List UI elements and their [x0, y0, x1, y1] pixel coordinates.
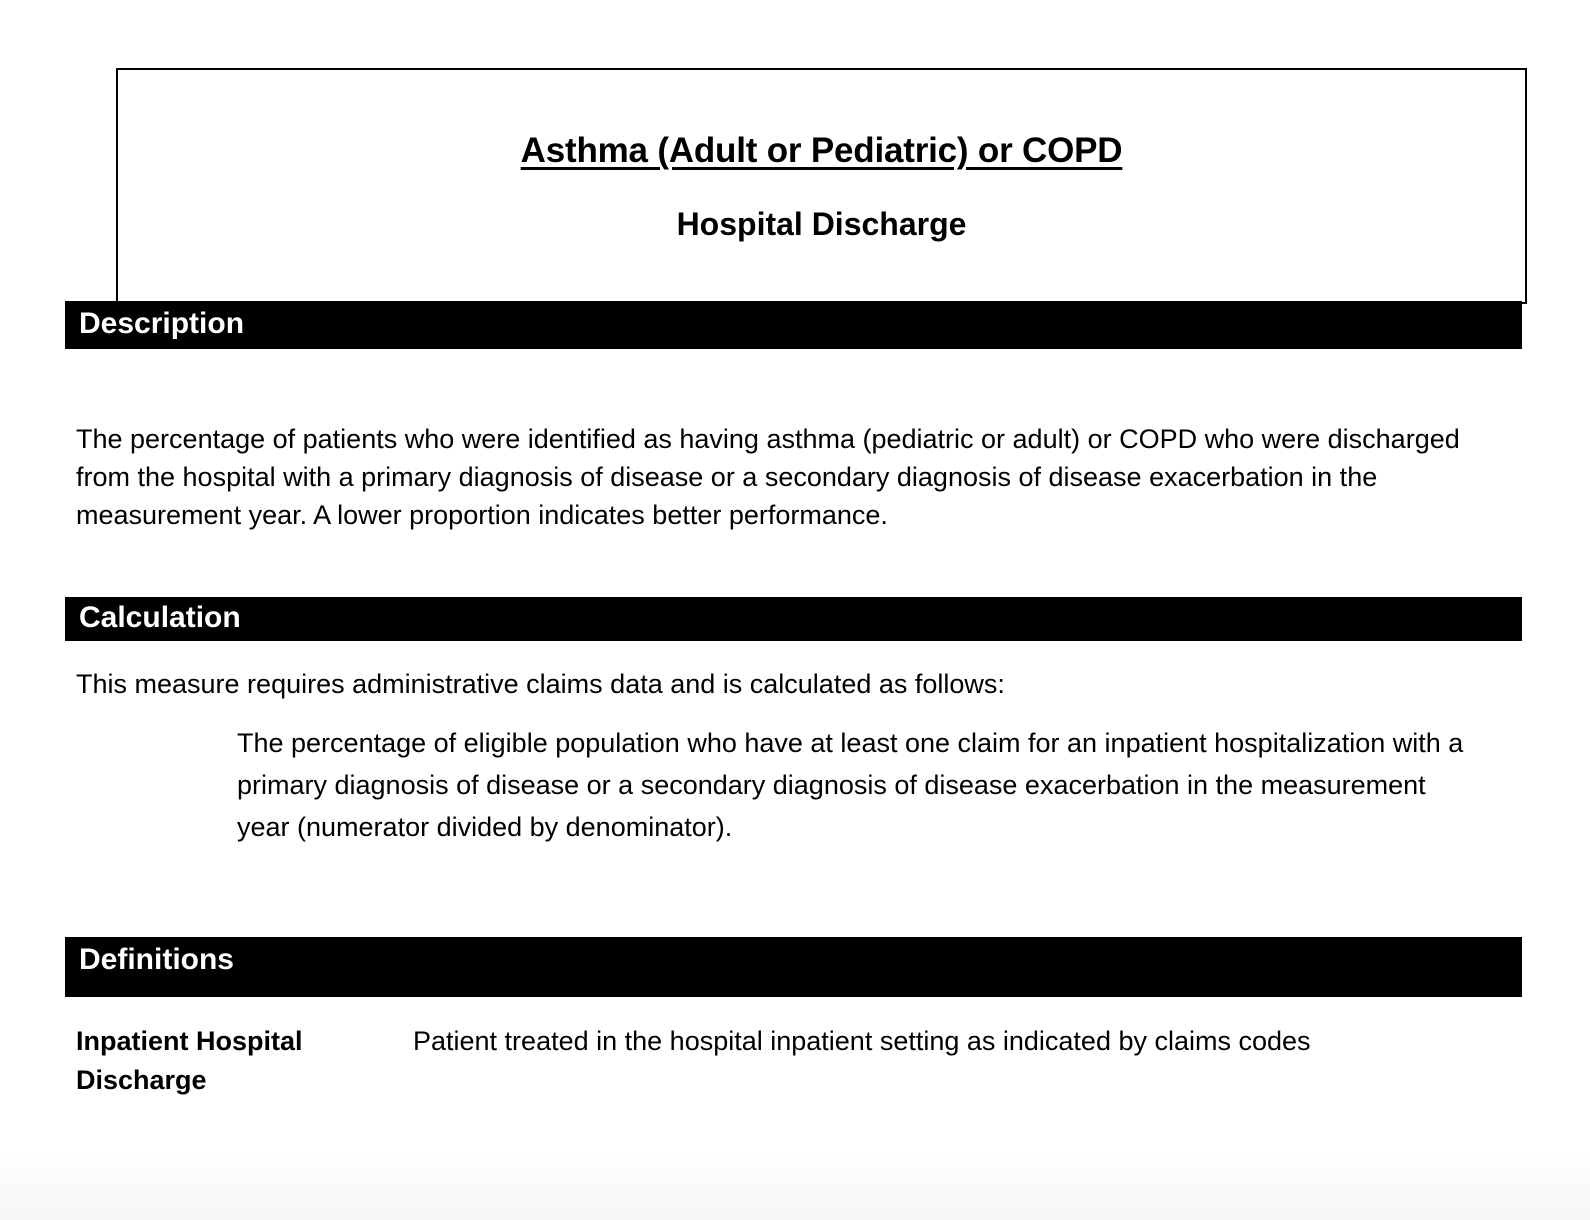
- page-bottom-shadow: [0, 1150, 1590, 1220]
- table-row: [76, 1022, 1516, 1100]
- page-subtitle: Hospital Discharge: [676, 206, 967, 242]
- section-header-description: [65, 301, 1522, 349]
- section-header-description-label: Description: [79, 307, 245, 340]
- definition-term: Inpatient Hospital Discharge: [76, 1026, 303, 1095]
- page-title: [118, 132, 1525, 171]
- section-header-calculation-label: Calculation: [79, 601, 241, 634]
- definitions-table: [76, 1022, 1516, 1100]
- definition-description: Patient treated in the hospital inpatient setting as indicated by claims codes: [413, 1026, 1311, 1056]
- page-title-text: Asthma (Adult or Pediatric) or COPD: [520, 131, 1123, 170]
- title-box: [116, 68, 1527, 304]
- calculation-detail-text: The percentage of eligible population who have at least one claim for an inpatient hospitalization with a primary diagnosis of disease or a secondary diagnosis of disease exacerbation in the measurement year (numerator divided by denominator).: [237, 728, 1464, 842]
- definitions-table-body: [76, 1022, 1516, 1100]
- section-header-calculation: [65, 597, 1522, 641]
- section-header-definitions: [65, 937, 1522, 997]
- section-header-definitions-label: Definitions: [79, 943, 234, 976]
- description-body-text: The percentage of patients who were identified as having asthma (pediatric or adult) or COPD who were discharged from the hospital with a primary diagnosis of disease or a secondary diagnosis of disease exacerbation in the measurement year. A lower proportion indicates better performance.: [76, 424, 1460, 530]
- calculation-intro-text: This measure requires administrative claims data and is calculated as follows:: [76, 669, 1005, 699]
